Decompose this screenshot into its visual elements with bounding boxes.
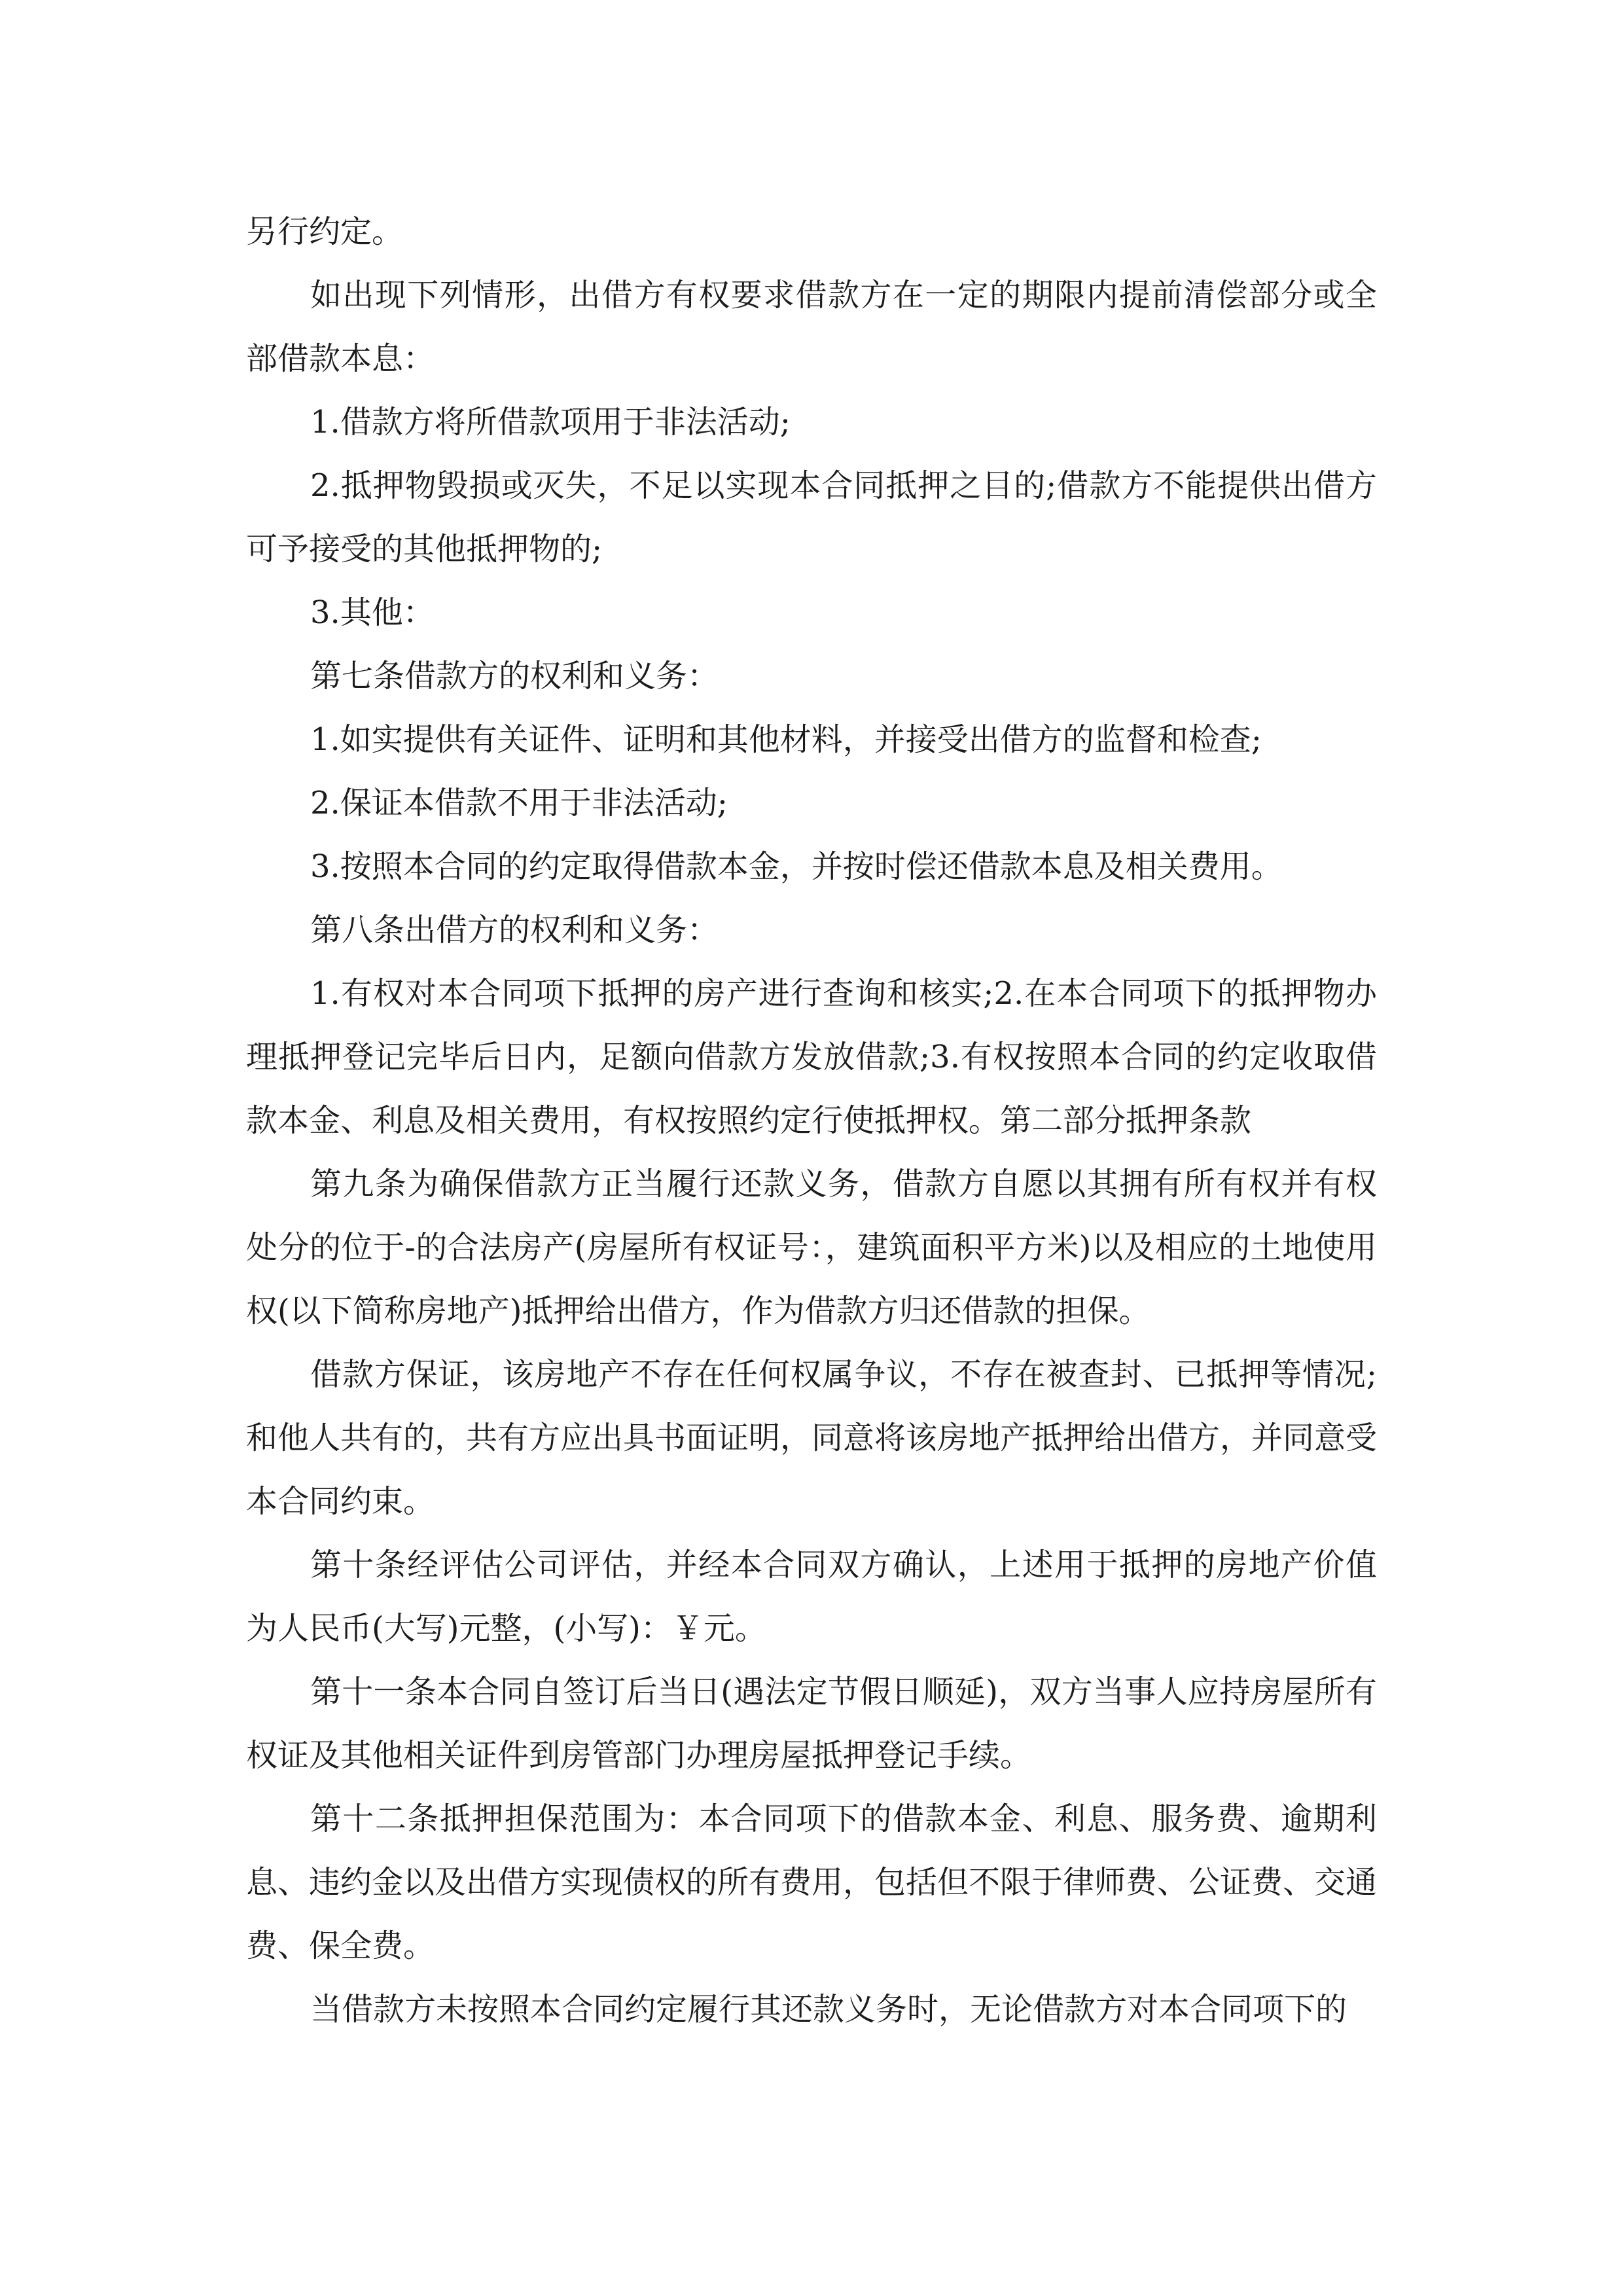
paragraph-5: 3.其他： — [310, 594, 435, 631]
paragraph-13: 借款方保证，该房地产不存在任何权属争议，不存在被查封、已抵押等情况;和他人共有的，共有方应出具书面证明，同意将该房地产抵押给出借方，并同意受本合同约束。 — [246, 1356, 1378, 1520]
article-8-heading: 第八条出借方的权利和义务： — [310, 912, 719, 948]
paragraph-3: 1.借款方将所借款项用于非法活动; — [310, 404, 791, 440]
paragraph-11: 1.有权对本合同项下抵押的房产进行查询和核实;2.在本合同项下的抵押物办理抵押登记完毕后日内，足额向借款方发放借款;3.有权按照本合同的约定收取借款本金、利息及相关费用，有权按照约定行使抵押权。第二部分抵押条款 — [246, 975, 1377, 1139]
article-7-heading: 第七条借款方的权利和义务： — [310, 658, 719, 694]
article-12-paragraph: 第十二条抵押担保范围为：本合同项下的借款本金、利息、服务费、逾期利息、违约金以及出借方实现债权的所有费用，包括但不限于律师费、公证费、交通费、保全费。 — [246, 1801, 1378, 1964]
paragraph-4: 2.抵押物毁损或灭失，不足以实现本合同抵押之目的;借款方不能提供出借方可予接受的其他抵押物的; — [246, 467, 1377, 567]
paragraph-7: 1.如实提供有关证件、证明和其他材料，并接受出借方的监督和检查; — [310, 721, 1262, 758]
paragraph-9: 3.按照本合同的约定取得借款本金，并按时偿还借款本息及相关费用。 — [310, 848, 1283, 885]
article-9-paragraph: 第九条为确保借款方正当履行还款义务，借款方自愿以其拥有所有权并有权处分的位于-的合法房产(房屋所有权证号：，建筑面积平方米)以及相应的土地使用权(以下简称房地产)抵押给出借方，作为借款方归还借款的担保。 — [246, 1166, 1377, 1329]
document-body — [246, 200, 1377, 2041]
paragraph-2: 如出现下列情形，出借方有权要求借款方在一定的期限内提前清偿部分或全部借款本息： — [246, 277, 1377, 377]
paragraph-17: 当借款方未按照本合同约定履行其还款义务时，无论借款方对本合同项下的 — [310, 1991, 1347, 2028]
paragraph-1: 另行约定。 — [246, 213, 404, 250]
paragraph-8: 2.保证本借款不用于非法活动; — [310, 785, 728, 821]
article-11-paragraph: 第十一条本合同自签订后当日(遇法定节假日顺延)，双方当事人应持房屋所有权证及其他相关证件到房管部门办理房屋抵押登记手续。 — [246, 1674, 1377, 1774]
article-10-paragraph: 第十条经评估公司评估，并经本合同双方确认，上述用于抵押的房地产价值为人民币(大写)元整，(小写)：￥元。 — [246, 1547, 1377, 1647]
